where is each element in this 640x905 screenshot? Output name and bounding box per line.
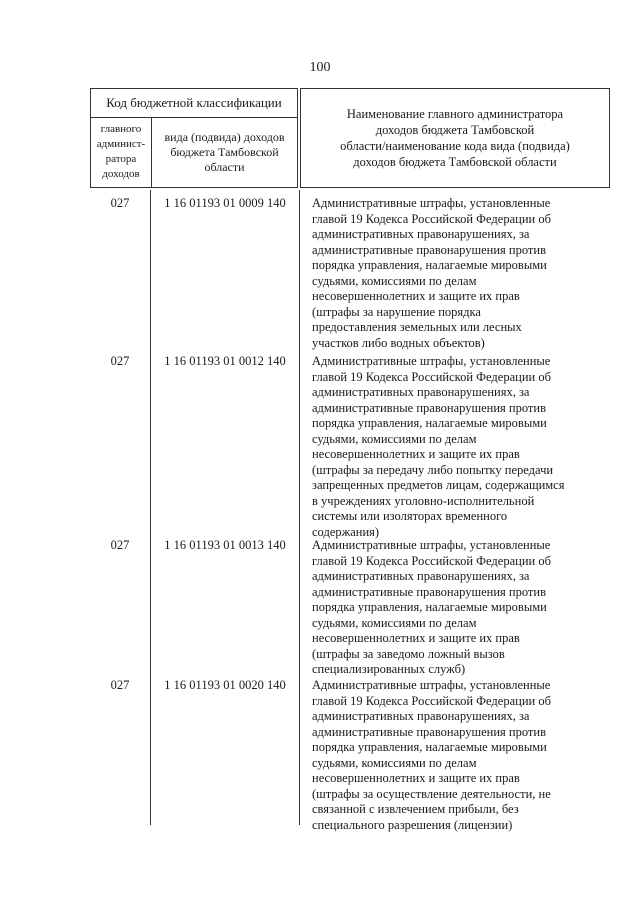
page-number: 100 (309, 60, 331, 75)
column-divider-2 (299, 190, 300, 825)
header-kind-column: вида (подвида) доходов бюджета Тамбовской области (164, 129, 285, 174)
admin-code: 027 (110, 196, 130, 210)
header-admin-column: главного админист- ратора доходов (91, 117, 152, 187)
header-code-title: Код бюджетной классификации (91, 89, 297, 118)
admin-code: 027 (110, 354, 130, 368)
row-description: Административные штрафы, установленные главой 19 Кодекса Российской Федерации об административных правонарушениях, за административные правонарушения против порядка управления, налагаемые мировыми судьями, комиссиями по делам несовершеннолетних и защите их прав (штрафы за осуществление деятельности, не связанной с извлечением прибыли, без специального разрешения (лицензии) (312, 678, 551, 832)
budget-code: 1 16 01193 01 0012 140 (164, 354, 286, 368)
budget-code: 1 16 01193 01 0013 140 (164, 538, 286, 552)
admin-code: 027 (110, 678, 130, 692)
row-description: Административные штрафы, установленные главой 19 Кодекса Российской Федерации об административных правонарушениях, за административные правонарушения против порядка управления, налагаемые мировыми судьями, комиссиями по делам несовершеннолетних и защите их прав (штрафы за нарушение порядка предоставления земельных или лесных участков либо водных объектов) (312, 196, 551, 350)
admin-code: 027 (110, 538, 130, 552)
row-description: Административные штрафы, установленные главой 19 Кодекса Российской Федерации об административных правонарушениях, за административные правонарушения против порядка управления, налагаемые мировыми судьями, комиссиями по делам несовершеннолетних и защите их прав (штрафы за заведомо ложный вызов специализированных служб) (312, 538, 551, 676)
header-name-column: Наименование главного администратора доходов бюджета Тамбовской области/наименование кода вида (подвида) доходов бюджета Тамбовской области (300, 88, 610, 188)
header-budget-code-group (90, 88, 298, 188)
budget-code: 1 16 01193 01 0020 140 (164, 678, 286, 692)
table-header (90, 88, 610, 188)
budget-code: 1 16 01193 01 0009 140 (164, 196, 286, 210)
column-divider-1 (150, 190, 151, 825)
row-description: Административные штрафы, установленные главой 19 Кодекса Российской Федерации об административных правонарушениях, за административные правонарушения против порядка управления, налагаемые мировыми судьями, комиссиями по делам несовершеннолетних и защите их прав (штрафы за передачу либо попытку передачи запрещенных предметов лицам, содержащимся в учреждениях уголовно-исполнительной системы или изоляторах временного содержания) (312, 354, 565, 539)
